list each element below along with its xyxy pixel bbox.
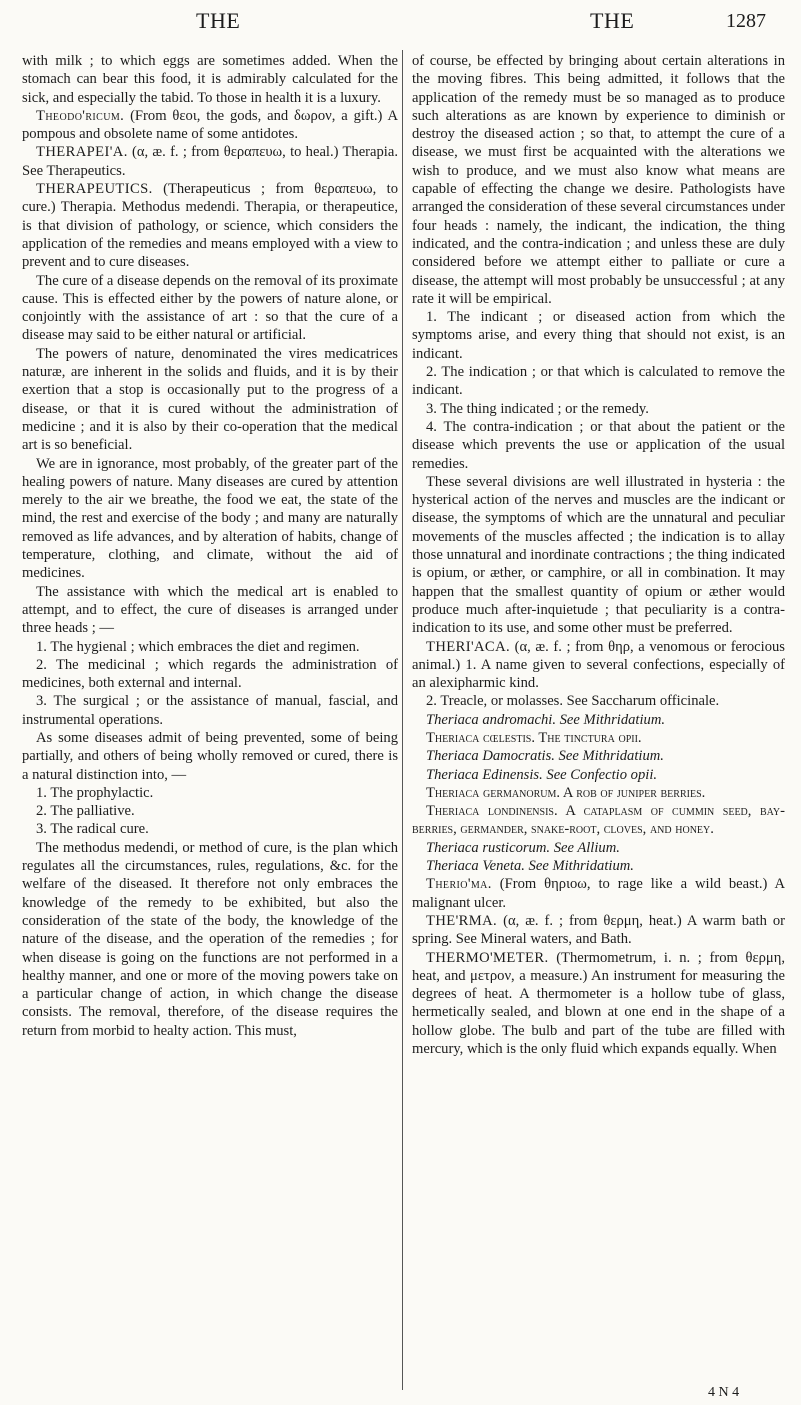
entry-theriaca [412, 638, 785, 693]
list-item: 2. The medicinal ; which regards the administration of medicines, both external and internal. [22, 656, 398, 692]
entry-headword: Theodo'ricum. [36, 107, 125, 124]
paragraph: The cure of a disease depends on the removal of its proximate cause. This is effected either by the powers of nature alone, or conjointly with the assistance of art : so that the cure of a disease may said to be either natural or artificial. [22, 272, 398, 344]
column-divider [402, 50, 403, 1390]
entry-body: (From θεοι, the gods, and δωρον, a gift.) A pompous and obsolete name of some antidotes. [22, 107, 398, 143]
entry-therapeia [22, 143, 398, 180]
cross-reference: Theriaca londinensis. A cataplasm of cummin seed, bay-berries, germander, snake-root, cloves, and honey. [412, 803, 785, 838]
entry-headword: THERMO'METER. [426, 949, 549, 966]
paragraph: As some diseases admit of being prevented, some of being partially, and others of being wholly removed or cured, there is a natural distinction into, — [22, 729, 398, 783]
entry-body: (α, æ. f. ; from θερμη, heat.) A warm bath or spring. See Mineral waters, and Bath. [412, 912, 785, 948]
cross-reference: Theriaca Edinensis. See Confectio opii. [426, 766, 658, 783]
entry-headword: Therio'ma. [426, 876, 492, 893]
list-item: 3. The surgical ; or the assistance of manual, fascial, and instrumental operations. [22, 693, 398, 728]
entry-thermometer [412, 949, 785, 1059]
continuation-paragraph: with milk ; to which eggs are sometimes added. When the stomach can bear this food, it is admirably calculated for the sick, and especially the tabid. To those in health it is a luxury. [22, 53, 398, 106]
entry-body: (α, æ. f. ; from θεραπευω, to heal.) Therapia. See Therapeutics. [22, 144, 398, 179]
printer-signature: 4 N 4 [708, 1385, 740, 1400]
running-head-left: THE [196, 8, 241, 33]
cross-reference: Theriaca Damocratis. See Mithridatium. [426, 748, 664, 765]
list-item: 2. The indication ; or that which is calculated to remove the indicant. [412, 364, 785, 399]
entry-headword: THERAPEI'A. [36, 144, 128, 161]
list-item: 2. The palliative. [36, 803, 135, 820]
entry-body: (Therapeuticus ; from θεραπευω, to cure.) Therapia. Methodus medendi. Therapia, or therapeutice, is that division of pathology, or science, which considers the application of the remedies and means employed with a view to prevent and to cure diseases. [22, 181, 398, 271]
list-item: 1. The hygienal ; which embraces the diet and regimen. [36, 638, 360, 655]
cross-reference: Theriaca germanorum. A rob of juniper berries. [426, 784, 706, 801]
entry-headword: THERAPEUTICS. [36, 181, 153, 198]
entry-headword: THERI'ACA. [426, 638, 511, 655]
paragraph: The powers of nature, denominated the vires medicatrices naturæ, are inherent in the solids and fluids, and it is by their exertion that a stop is occasionally put to the progress of a disease, or that it is cured without the administration of medicine ; and it is also by their co-operation that the medical art is so beneficial. [22, 345, 398, 454]
paragraph: We are in ignorance, most probably, of the greater part of the healing powers of nature. Many diseases are cured by attention merely to the air we breathe, the food we eat, the state of the mind, the rest and exercise of the body ; and many are naturally removed as life advances, and by alteration of habits, change of temperature, clothing, and climate, without the aid of medicines. [22, 455, 398, 582]
list-item: 1. The indicant ; or diseased action from which the symptoms arise, and every thing that should not exist, is an indicant. [412, 309, 785, 362]
list-item: 4. The contra-indication ; or that about the patient or the disease which prevents the use or application of the usual remedies. [412, 418, 785, 472]
cross-reference: Theriaca Veneta. See Mithridatium. [426, 858, 634, 875]
list-item: 3. The radical cure. [36, 821, 149, 838]
running-head-right: THE [590, 8, 635, 33]
cross-reference: Theriaca rusticorum. See Allium. [426, 839, 620, 856]
paragraph: These several divisions are well illustrated in hysteria : the hysterical action of the nerves and muscles are the indicant or disease, the symptoms of which are the unnatural and peculiar movements of the muscles affected ; the indication is to allay those unnatural and inordinate contractions ; the thing indicated is opium, or æther, or camphire, or all in combination. It may happen that the smallest quantity of opium or æther would produce much after-inquietude ; that peculiarity is a contra-indication to its use, and some other must be preferred. [412, 473, 785, 637]
entry-body: (From θηριοω, to rage like a wild beast.) A malignant ulcer. [412, 876, 785, 911]
list-item: 3. The thing indicated ; or the remedy. [426, 400, 649, 417]
page-number: 1287 [726, 10, 766, 32]
entry-body: (Thermometrum, i. n. ; from θερμη, heat, and μετρον, a measure.) An instrument for measuring the degrees of heat. A thermometer is a hollow tube of glass, hermetically sealed, and blown at one end in the shape of a hollow globe. The bulb and part of the tube are filled with mercury, which is the only fluid which expands equally. When [412, 949, 785, 1058]
left-column [22, 52, 398, 1040]
right-column [412, 52, 785, 1058]
continuation-paragraph: of course, be effected by bringing about certain alterations in the moving fibres. This being admitted, it follows that the application of the remedy must be so managed as to produce such alterations as are known by experience to diminish or destroy the diseased action ; so that, to attempt the cure of a disease, we must first be acquainted with the alterations we wish to produce, and we must also know what means are capable of effecting the change we desire. Pathologists have arranged the consideration of these several circumstances under four heads : namely, the indicant, the indication, the thing indicated, and the contra-indication ; and unless these are duly considered before we attempt either to palliate or cure a disease, the attempt will most probably be unsuccessful ; at any rate it will be empirical. [412, 53, 785, 307]
entry-theodoricum [22, 107, 398, 144]
entry-therma [412, 912, 785, 949]
paragraph: The methodus medendi, or method of cure, is the plan which regulates all the circumstances, rules, regulations, &c. for the welfare of the diseased. It therefore not only embraces the knowledge of the remedy to be exhibited, but also the consideration of the state of the body, the knowledge of the nature of the disease, and the operation of the remedies ; for when disease is going on the functions are not performed in a healthy manner, and one or more of the moving powers take on a particular change of action, in which change the disease consists. The removal, therefore, of the disease requires the return from morbid to healty action. This must, [22, 839, 398, 1039]
entry-therapeutics [22, 180, 398, 271]
entry-body: (α, æ. f. ; from θηρ, a venomous or ferocious animal.) 1. A name given to several confections, especially of an alexipharmic kind. [412, 638, 785, 692]
paragraph: 2. Treacle, or molasses. See Saccharum officinale. [426, 693, 720, 710]
paragraph: The assistance with which the medical art is enabled to attempt, and to effect, the cure of diseases is arranged under three heads ; — [22, 583, 398, 637]
list-item: 1. The prophylactic. [36, 784, 154, 801]
cross-reference: Theriaca andromachi. See Mithridatium. [426, 711, 666, 728]
cross-reference: Theriaca cœlestis. The tinctura opii. [426, 729, 642, 746]
entry-headword: THE'RMA. [426, 912, 498, 929]
entry-therioma [412, 875, 785, 912]
